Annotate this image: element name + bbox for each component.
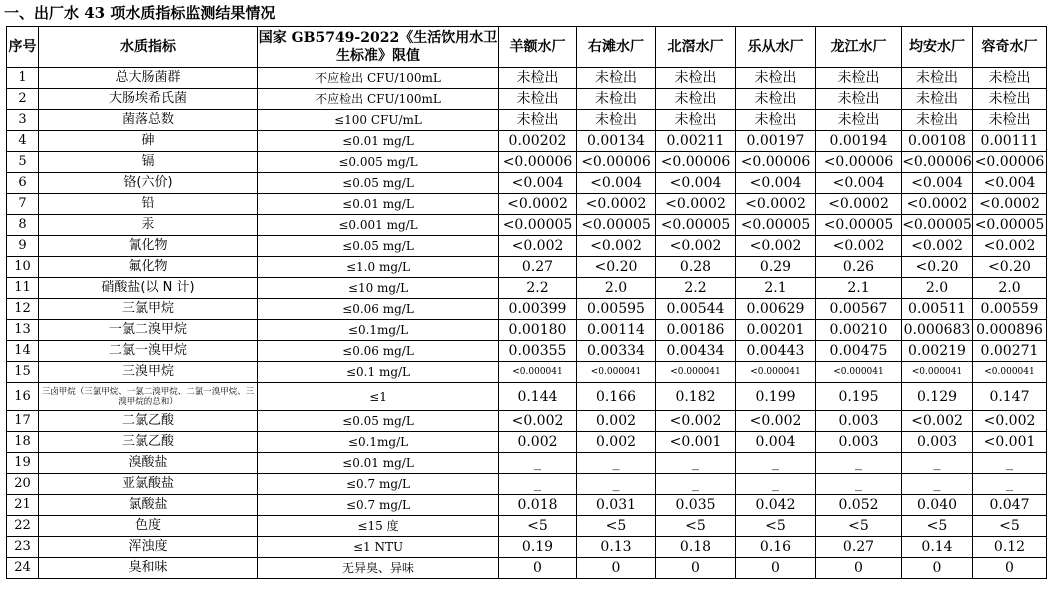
indicator-name: 臭和味 — [39, 558, 258, 579]
measurement-cell: 0.00434 — [656, 341, 736, 362]
measurement-cell: 0.147 — [973, 383, 1047, 411]
measurement-cell: 2.1 — [736, 278, 816, 299]
measurement-cell: 0.00271 — [973, 341, 1047, 362]
measurement-cell: <0.00006 — [902, 152, 973, 173]
indicator-name: 浑浊度 — [39, 537, 258, 558]
measurement-cell: 0.00511 — [902, 299, 973, 320]
measurement-cell: _ — [656, 453, 736, 474]
measurement-cell: 0.00186 — [656, 320, 736, 341]
measurement-cell: 0.00108 — [902, 131, 973, 152]
measurement-cell: 0.002 — [499, 432, 577, 453]
measurement-cell: 0.16 — [736, 537, 816, 558]
measurement-cell: _ — [499, 453, 577, 474]
measurement-cell: 0.00399 — [499, 299, 577, 320]
header-plant: 容奇水厂 — [973, 27, 1047, 68]
measurement-cell: 未检出 — [902, 110, 973, 131]
measurement-cell: <0.000041 — [499, 362, 577, 383]
row-index: 5 — [7, 152, 39, 173]
limit-value: 不应检出 CFU/100mL — [258, 68, 499, 89]
measurement-cell: 0.00211 — [656, 131, 736, 152]
limit-value: ≤0.7 mg/L — [258, 495, 499, 516]
table-row — [7, 68, 1047, 89]
measurement-cell: 0.28 — [656, 257, 736, 278]
row-index: 4 — [7, 131, 39, 152]
measurement-cell: 0.14 — [902, 537, 973, 558]
row-index: 16 — [7, 383, 39, 411]
measurement-cell: <0.00006 — [499, 152, 577, 173]
measurement-cell: 未检出 — [499, 89, 577, 110]
measurement-cell: 0 — [816, 558, 902, 579]
indicator-name: 氯酸盐 — [39, 495, 258, 516]
row-index: 20 — [7, 474, 39, 495]
limit-value: ≤0.06 mg/L — [258, 341, 499, 362]
limit-value: ≤15 度 — [258, 516, 499, 537]
table-row — [7, 453, 1047, 474]
table-row — [7, 411, 1047, 432]
measurement-cell: 2.0 — [577, 278, 656, 299]
row-index: 6 — [7, 173, 39, 194]
measurement-cell: _ — [816, 453, 902, 474]
measurement-cell: <0.00005 — [577, 215, 656, 236]
table-row — [7, 320, 1047, 341]
measurement-cell: _ — [656, 474, 736, 495]
measurement-cell: 2.0 — [902, 278, 973, 299]
measurement-cell: _ — [499, 474, 577, 495]
measurement-cell: <0.002 — [577, 236, 656, 257]
measurement-cell: 0.003 — [902, 432, 973, 453]
measurement-cell: 0.12 — [973, 537, 1047, 558]
measurement-cell: <0.000041 — [577, 362, 656, 383]
measurement-cell: <5 — [577, 516, 656, 537]
table-body — [7, 68, 1047, 579]
limit-value: ≤0.1 mg/L — [258, 362, 499, 383]
measurement-cell: 2.2 — [499, 278, 577, 299]
measurement-cell: 0.052 — [816, 495, 902, 516]
limit-value: ≤0.01 mg/L — [258, 453, 499, 474]
header-indicator: 水质指标 — [39, 27, 258, 68]
indicator-name: 砷 — [39, 131, 258, 152]
limit-value: ≤1.0 mg/L — [258, 257, 499, 278]
table-row — [7, 341, 1047, 362]
row-index: 24 — [7, 558, 39, 579]
row-index: 15 — [7, 362, 39, 383]
measurement-cell: <0.0002 — [973, 194, 1047, 215]
table-row — [7, 558, 1047, 579]
row-index: 14 — [7, 341, 39, 362]
measurement-cell: 0.27 — [816, 537, 902, 558]
row-index: 18 — [7, 432, 39, 453]
measurement-cell: 0 — [499, 558, 577, 579]
measurement-cell: 0.000683 — [902, 320, 973, 341]
measurement-cell: 0.00629 — [736, 299, 816, 320]
measurement-cell: <0.002 — [902, 411, 973, 432]
table-row — [7, 495, 1047, 516]
measurement-cell: <0.002 — [973, 411, 1047, 432]
header-plant: 北滘水厂 — [656, 27, 736, 68]
table-row — [7, 257, 1047, 278]
measurement-cell: 未检出 — [656, 68, 736, 89]
measurement-cell: <0.000041 — [902, 362, 973, 383]
measurement-cell: _ — [736, 453, 816, 474]
measurement-cell: <0.002 — [656, 411, 736, 432]
measurement-cell: 未检出 — [816, 110, 902, 131]
measurement-cell: <0.004 — [577, 173, 656, 194]
measurement-cell: 未检出 — [656, 110, 736, 131]
header-plant: 羊额水厂 — [499, 27, 577, 68]
table-row — [7, 215, 1047, 236]
table-row — [7, 474, 1047, 495]
measurement-cell: 未检出 — [973, 68, 1047, 89]
indicator-name: 铬(六价) — [39, 173, 258, 194]
measurement-cell: <0.000041 — [656, 362, 736, 383]
indicator-name: 亚氯酸盐 — [39, 474, 258, 495]
measurement-cell: 2.1 — [816, 278, 902, 299]
measurement-cell: <0.001 — [973, 432, 1047, 453]
measurement-cell: <0.002 — [736, 411, 816, 432]
header-plant: 均安水厂 — [902, 27, 973, 68]
row-index: 23 — [7, 537, 39, 558]
measurement-cell: 0.018 — [499, 495, 577, 516]
row-index: 22 — [7, 516, 39, 537]
measurement-cell: 未检出 — [973, 89, 1047, 110]
indicator-name: 二氯一溴甲烷 — [39, 341, 258, 362]
measurement-cell: _ — [816, 474, 902, 495]
indicator-name: 硝酸盐(以 N 计) — [39, 278, 258, 299]
measurement-cell: 0.004 — [736, 432, 816, 453]
indicator-name: 汞 — [39, 215, 258, 236]
measurement-cell: _ — [902, 474, 973, 495]
measurement-cell: <0.004 — [902, 173, 973, 194]
limit-value: ≤0.01 mg/L — [258, 194, 499, 215]
measurement-cell: <0.20 — [973, 257, 1047, 278]
measurement-cell: 0.00595 — [577, 299, 656, 320]
limit-value: ≤0.005 mg/L — [258, 152, 499, 173]
header-plant: 乐从水厂 — [736, 27, 816, 68]
measurement-cell: _ — [736, 474, 816, 495]
measurement-cell: <0.00006 — [736, 152, 816, 173]
limit-value: 无异臭、异味 — [258, 558, 499, 579]
row-index: 2 — [7, 89, 39, 110]
limit-value: ≤10 mg/L — [258, 278, 499, 299]
measurement-cell: <0.0002 — [499, 194, 577, 215]
measurement-cell: 0.19 — [499, 537, 577, 558]
measurement-cell: 0.182 — [656, 383, 736, 411]
measurement-cell: 0.000896 — [973, 320, 1047, 341]
measurement-cell: <0.20 — [902, 257, 973, 278]
limit-value: 不应检出 CFU/100mL — [258, 89, 499, 110]
measurement-cell: 未检出 — [577, 110, 656, 131]
measurement-cell: <0.0002 — [577, 194, 656, 215]
measurement-cell: <0.00005 — [736, 215, 816, 236]
measurement-cell: 0.00219 — [902, 341, 973, 362]
measurement-cell: <0.0002 — [902, 194, 973, 215]
measurement-cell: <5 — [499, 516, 577, 537]
measurement-cell: 0.00201 — [736, 320, 816, 341]
table-row — [7, 236, 1047, 257]
measurement-cell: 0.00197 — [736, 131, 816, 152]
measurement-cell: 2.2 — [656, 278, 736, 299]
row-index: 7 — [7, 194, 39, 215]
measurement-cell: <0.00006 — [656, 152, 736, 173]
measurement-cell: 0.00334 — [577, 341, 656, 362]
measurement-cell: 未检出 — [656, 89, 736, 110]
measurement-cell: <0.00006 — [577, 152, 656, 173]
measurement-cell: <0.002 — [736, 236, 816, 257]
measurement-cell: <0.00006 — [973, 152, 1047, 173]
limit-value: ≤1 NTU — [258, 537, 499, 558]
measurement-cell: 0.040 — [902, 495, 973, 516]
measurement-cell: 未检出 — [499, 68, 577, 89]
measurement-cell: <0.00005 — [656, 215, 736, 236]
measurement-cell: 未检出 — [736, 110, 816, 131]
measurement-cell: <0.00006 — [816, 152, 902, 173]
measurement-cell: _ — [902, 453, 973, 474]
row-index: 19 — [7, 453, 39, 474]
measurement-cell: <0.00005 — [973, 215, 1047, 236]
row-index: 21 — [7, 495, 39, 516]
measurement-cell: <0.004 — [973, 173, 1047, 194]
measurement-cell: 0.031 — [577, 495, 656, 516]
measurement-cell: 未检出 — [577, 68, 656, 89]
measurement-cell: 0.00567 — [816, 299, 902, 320]
measurement-cell: <0.0002 — [816, 194, 902, 215]
measurement-cell: <0.0002 — [736, 194, 816, 215]
limit-value: ≤0.1mg/L — [258, 432, 499, 453]
indicator-name: 氰化物 — [39, 236, 258, 257]
measurement-cell: 未检出 — [499, 110, 577, 131]
measurement-cell: 0 — [973, 558, 1047, 579]
measurement-cell: <0.004 — [816, 173, 902, 194]
table-row — [7, 516, 1047, 537]
indicator-name: 色度 — [39, 516, 258, 537]
measurement-cell: 未检出 — [736, 89, 816, 110]
measurement-cell: 0.18 — [656, 537, 736, 558]
measurement-cell: 未检出 — [902, 89, 973, 110]
measurement-cell: _ — [973, 474, 1047, 495]
indicator-name: 大肠埃希氏菌 — [39, 89, 258, 110]
measurement-cell: 0.166 — [577, 383, 656, 411]
indicator-name: 铅 — [39, 194, 258, 215]
measurement-cell: 未检出 — [973, 110, 1047, 131]
measurement-cell: 0 — [736, 558, 816, 579]
measurement-cell: <0.002 — [902, 236, 973, 257]
measurement-cell: 0.00134 — [577, 131, 656, 152]
row-index: 13 — [7, 320, 39, 341]
measurement-cell: 0.00559 — [973, 299, 1047, 320]
header-plant: 龙江水厂 — [816, 27, 902, 68]
indicator-name: 三氯乙酸 — [39, 432, 258, 453]
limit-value: ≤0.7 mg/L — [258, 474, 499, 495]
measurement-cell: 0.003 — [816, 411, 902, 432]
measurement-cell: 0.003 — [816, 432, 902, 453]
limit-value: ≤0.05 mg/L — [258, 236, 499, 257]
measurement-cell: 0.00544 — [656, 299, 736, 320]
measurement-cell: <5 — [973, 516, 1047, 537]
row-index: 3 — [7, 110, 39, 131]
measurement-cell: <0.00005 — [816, 215, 902, 236]
measurement-cell: 0.00475 — [816, 341, 902, 362]
measurement-cell: <0.004 — [656, 173, 736, 194]
measurement-cell: 0.00194 — [816, 131, 902, 152]
measurement-cell: 0.129 — [902, 383, 973, 411]
row-index: 17 — [7, 411, 39, 432]
measurement-cell: 未检出 — [577, 89, 656, 110]
row-index: 12 — [7, 299, 39, 320]
limit-value: ≤0.06 mg/L — [258, 299, 499, 320]
measurement-cell: <0.002 — [973, 236, 1047, 257]
table-row — [7, 278, 1047, 299]
measurement-cell: <0.00005 — [902, 215, 973, 236]
measurement-cell: <0.002 — [499, 411, 577, 432]
row-index: 9 — [7, 236, 39, 257]
water-quality-table — [6, 26, 1047, 579]
measurement-cell: 0.29 — [736, 257, 816, 278]
measurement-cell: 未检出 — [902, 68, 973, 89]
row-index: 10 — [7, 257, 39, 278]
table-row — [7, 173, 1047, 194]
measurement-cell: 0.00210 — [816, 320, 902, 341]
measurement-cell: 0.195 — [816, 383, 902, 411]
header-index: 序号 — [7, 27, 39, 68]
limit-value: ≤0.01 mg/L — [258, 131, 499, 152]
measurement-cell: 0.042 — [736, 495, 816, 516]
indicator-name: 氟化物 — [39, 257, 258, 278]
measurement-cell: 0.047 — [973, 495, 1047, 516]
measurement-cell: 0.144 — [499, 383, 577, 411]
measurement-cell: 0.00355 — [499, 341, 577, 362]
table-row — [7, 299, 1047, 320]
measurement-cell: 未检出 — [736, 68, 816, 89]
table-row — [7, 362, 1047, 383]
indicator-name: 三卤甲烷（三氯甲烷、一氯二溴甲烷、二氯一溴甲烷、三溴甲烷的总和） — [39, 383, 258, 411]
measurement-cell: _ — [577, 474, 656, 495]
measurement-cell: <0.000041 — [736, 362, 816, 383]
measurement-cell: <0.002 — [499, 236, 577, 257]
indicator-name: 一氯二溴甲烷 — [39, 320, 258, 341]
measurement-cell: <0.0002 — [656, 194, 736, 215]
limit-value: ≤0.05 mg/L — [258, 173, 499, 194]
measurement-cell: 未检出 — [816, 68, 902, 89]
measurement-cell: <0.001 — [656, 432, 736, 453]
measurement-cell: 0.00443 — [736, 341, 816, 362]
indicator-name: 菌落总数 — [39, 110, 258, 131]
indicator-name: 镉 — [39, 152, 258, 173]
measurement-cell: 0 — [656, 558, 736, 579]
measurement-cell: 0.26 — [816, 257, 902, 278]
measurement-cell: _ — [973, 453, 1047, 474]
limit-value: ≤0.05 mg/L — [258, 411, 499, 432]
header-limit: 国家 GB5749-2022《生活饮用水卫生标准》限值 — [258, 27, 499, 68]
measurement-cell: _ — [577, 453, 656, 474]
measurement-cell: <5 — [736, 516, 816, 537]
indicator-name: 总大肠菌群 — [39, 68, 258, 89]
measurement-cell: <0.004 — [736, 173, 816, 194]
measurement-cell: <0.20 — [577, 257, 656, 278]
table-row — [7, 194, 1047, 215]
limit-value: ≤0.001 mg/L — [258, 215, 499, 236]
measurement-cell: <0.002 — [816, 236, 902, 257]
measurement-cell: 0.00114 — [577, 320, 656, 341]
measurement-cell: 0.002 — [577, 411, 656, 432]
table-row — [7, 152, 1047, 173]
table-row — [7, 131, 1047, 152]
table-row — [7, 432, 1047, 453]
measurement-cell: 0.13 — [577, 537, 656, 558]
measurement-cell: 0.27 — [499, 257, 577, 278]
page-title: 一、出厂水 43 项水质指标监测结果情况 — [4, 4, 276, 22]
measurement-cell: 未检出 — [816, 89, 902, 110]
row-index: 1 — [7, 68, 39, 89]
table-row — [7, 537, 1047, 558]
measurement-cell: <0.000041 — [816, 362, 902, 383]
indicator-name: 三氯甲烷 — [39, 299, 258, 320]
measurement-cell: 0.00111 — [973, 131, 1047, 152]
row-index: 11 — [7, 278, 39, 299]
measurement-cell: 2.0 — [973, 278, 1047, 299]
measurement-cell: <0.000041 — [973, 362, 1047, 383]
measurement-cell: 0.035 — [656, 495, 736, 516]
measurement-cell: <5 — [816, 516, 902, 537]
measurement-cell: <5 — [902, 516, 973, 537]
measurement-cell: <5 — [656, 516, 736, 537]
measurement-cell: <0.004 — [499, 173, 577, 194]
table-row — [7, 89, 1047, 110]
measurement-cell: 0.199 — [736, 383, 816, 411]
table-row — [7, 383, 1047, 411]
row-index: 8 — [7, 215, 39, 236]
limit-value: ≤100 CFU/mL — [258, 110, 499, 131]
indicator-name: 溴酸盐 — [39, 453, 258, 474]
measurement-cell: 0 — [902, 558, 973, 579]
measurement-cell: 0 — [577, 558, 656, 579]
header-row — [7, 27, 1047, 68]
limit-value: ≤0.1mg/L — [258, 320, 499, 341]
limit-value: ≤1 — [258, 383, 499, 411]
measurement-cell: 0.002 — [577, 432, 656, 453]
measurement-cell: <0.002 — [656, 236, 736, 257]
measurement-cell: 0.00180 — [499, 320, 577, 341]
measurement-cell: <0.00005 — [499, 215, 577, 236]
header-plant: 右滩水厂 — [577, 27, 656, 68]
indicator-name: 二氯乙酸 — [39, 411, 258, 432]
measurement-cell: 0.00202 — [499, 131, 577, 152]
table-row — [7, 110, 1047, 131]
indicator-name: 三溴甲烷 — [39, 362, 258, 383]
